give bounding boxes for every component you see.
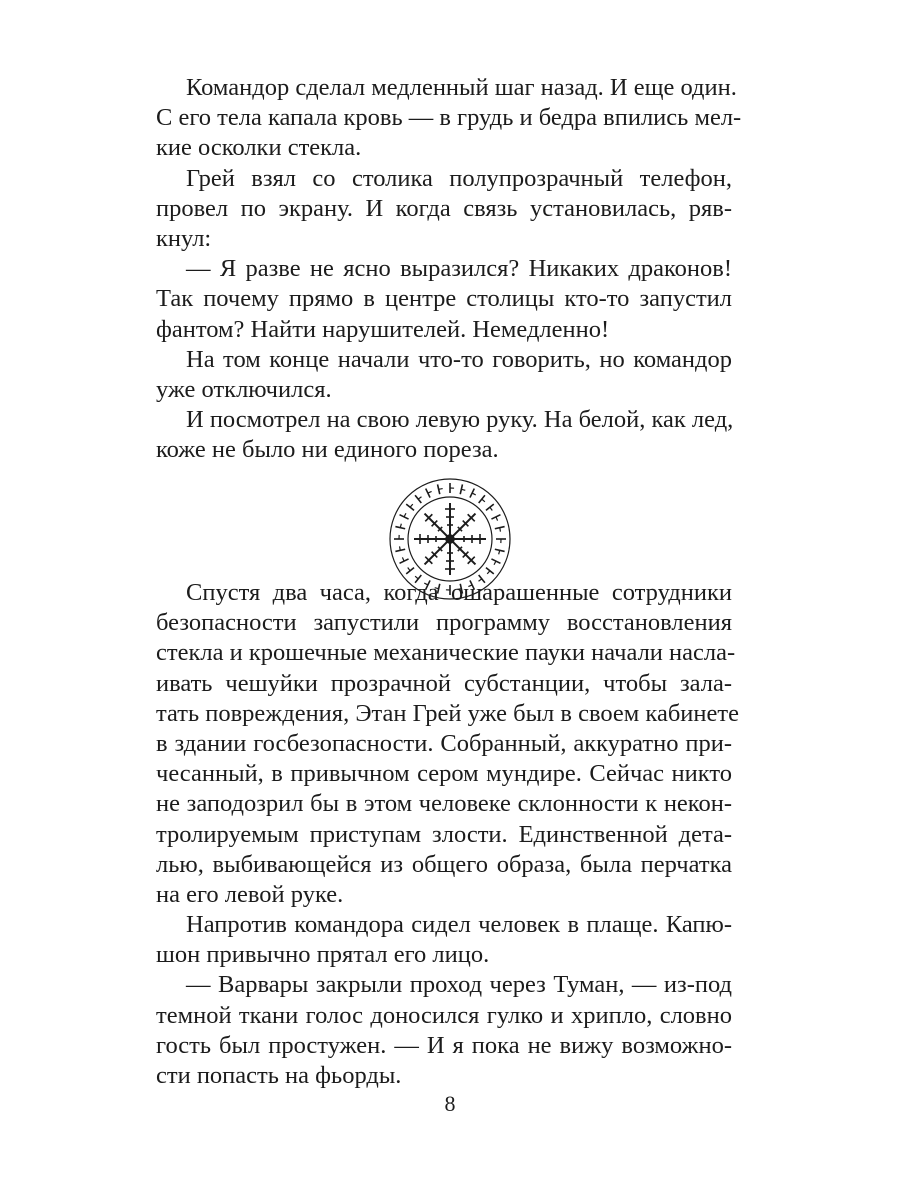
text-line: Командор сделал медленный шаг назад. И еще один. [186,74,737,101]
text-line: Напротив командора сидел человек в плаще. Капю- [186,911,732,939]
text-line: сти попасть на фьорды. [156,1062,402,1089]
text-line: в здании госбезопасности. Собранный, аккуратно при- [156,729,732,757]
text-line: — Варвары закрыли проход через Туман, — из-под [186,971,732,999]
text-line: Грей взял со столика полупрозрачный телефон, [186,164,732,192]
text-line: кнул: [156,224,212,252]
text-line: Спустя два часа, когда ошарашенные сотрудники [186,579,732,606]
text-line: — Я разве не ясно выразился? Никаких драконов! [186,255,732,283]
text-line: коже не было ни единого пореза. [156,436,499,464]
text-line: С его тела капала кровь — в грудь и бедра впились мел- [156,104,742,132]
text-line: ивать чешуйки прозрачной субстанции, чтобы зала- [156,669,732,697]
text-line: тать повреждения, Этан Грей уже был в своем кабинете [156,699,739,727]
text-line: безопасности запустили программу восстановления [156,609,732,637]
text-line: не заподозрил бы в этом человеке склонности к некон- [156,790,732,818]
text-line: На том конце начали что-то говорить, но командор [186,345,732,373]
text-block-1 [156,73,742,465]
text-line: на его левой руке. [156,880,344,908]
text-line: тролируемым приступам злости. Единственной дета- [156,820,732,848]
text-line: провел по экрану. И когда связь установилась, ряв- [156,194,732,222]
text-block-2 [156,578,739,1091]
text-line: Так почему прямо в центре столицы кто-то запустил [156,285,732,313]
text-line: стекла и крошечные механические пауки начали насла- [156,639,736,667]
page-number: 8 [444,1091,456,1116]
text-line: уже отключился. [156,375,332,403]
text-line: темной ткани голос доносился гулко и хрипло, словно [156,1001,732,1029]
text-line: фантом? Найти нарушителей. Немедленно! [156,315,610,343]
text-line: И посмотрел на свою левую руку. На белой, как лед, [186,406,734,434]
text-line: лью, выбивающейся из общего образа, была перчатка [156,850,732,878]
text-line: кие осколки стекла. [156,134,362,162]
text-line: чесанный, в привычном сером мундире. Сейчас никто [156,760,732,788]
text-line: шон привычно прятал его лицо. [156,941,490,969]
text-line: гость был простужен. — И я пока не вижу возможно- [156,1031,732,1059]
